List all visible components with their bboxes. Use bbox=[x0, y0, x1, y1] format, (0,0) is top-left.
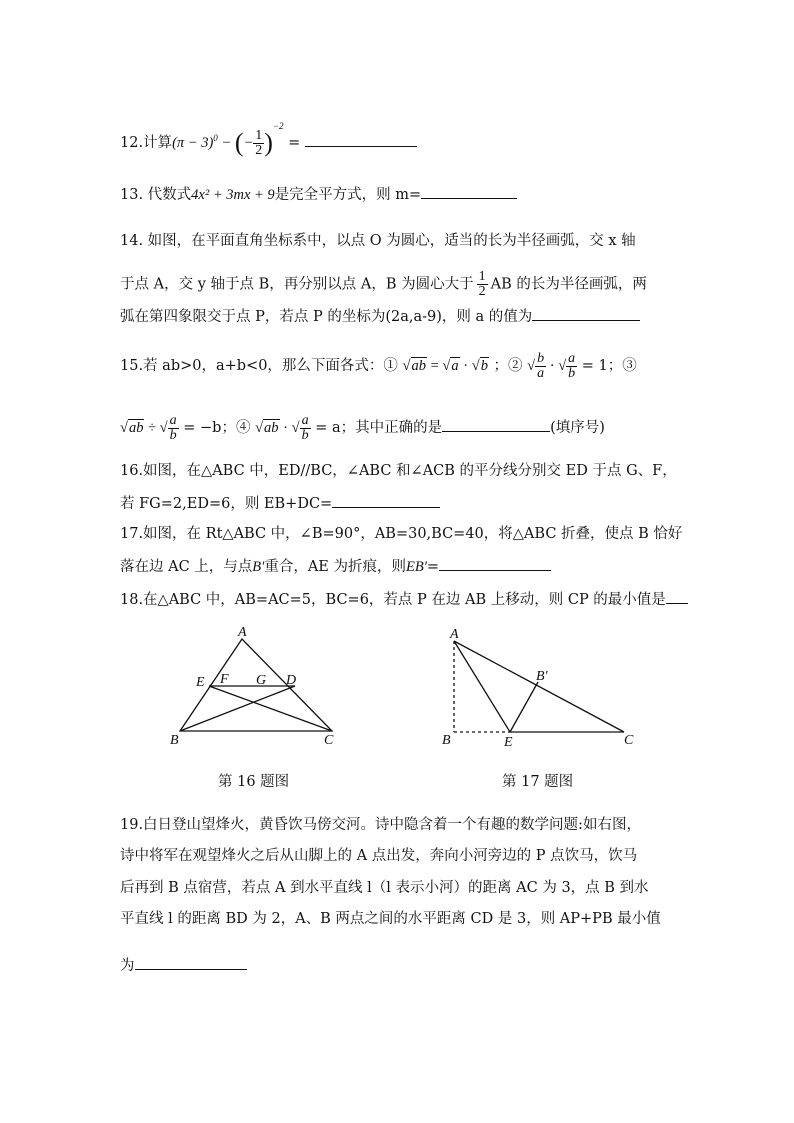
fig17-caption: 第 17 题图 bbox=[502, 774, 574, 790]
q12-answer-blank bbox=[305, 132, 417, 147]
fig16-bisector-ce bbox=[209, 686, 332, 731]
q19-answer-blank bbox=[135, 955, 247, 970]
fig16-label-d: D bbox=[286, 673, 297, 688]
q12-left-paren: ( bbox=[234, 128, 244, 157]
q17-line1: 17.如图，在 Rt△ABC 中，∠B=90°，AB=30,BC=40，将△ABC 折叠，使点 B 恰好 bbox=[120, 526, 683, 542]
figure-17 bbox=[438, 622, 638, 752]
q17-line2b: 重合，AE 为折痕，则 bbox=[264, 559, 406, 575]
fig17-fold-ae bbox=[454, 641, 510, 732]
fig17-label-b1: B′ bbox=[536, 669, 548, 684]
fig17-segment-ac bbox=[454, 641, 624, 732]
fig16-label-a: A bbox=[238, 625, 247, 640]
q18-line bbox=[120, 589, 688, 610]
q15-answer-blank bbox=[442, 417, 550, 432]
q14-line2b: AB 的长为半径画弧，两 bbox=[490, 276, 647, 293]
q15-formula3: √ab ÷ √ $\frac{a}{b}$ bbox=[120, 413, 177, 443]
fig16-label-f: F bbox=[220, 672, 229, 687]
fig16-caption: 第 16 题图 bbox=[218, 774, 290, 790]
q15-line2b: = a；其中正确的是 bbox=[315, 419, 443, 436]
q12-exponent: −2 bbox=[272, 121, 284, 131]
q17-segment-ebprime: EB′ bbox=[406, 559, 427, 575]
q17-point-b-prime: B′ bbox=[252, 559, 265, 575]
q15-formula1: √ab = √a · √b bbox=[402, 357, 488, 374]
fig17-label-b: B bbox=[442, 733, 451, 748]
q19-line3: 后再到 B 点宿营，若点 A 到水平直线 l（l 表示小河）的距离 AC 为 3，点 B 到水 bbox=[120, 880, 649, 896]
fig16-label-e: E bbox=[196, 675, 205, 690]
q18-text: 18.在△ABC 中，AB=AC=5，BC=6，若点 P 在边 AB 上移动，则 CP 的最小值是 bbox=[120, 592, 666, 608]
fig16-bisector-bd bbox=[180, 686, 295, 731]
q18-answer-blank bbox=[666, 589, 688, 604]
question-13 bbox=[120, 184, 517, 205]
fig16-label-b: B bbox=[170, 733, 179, 748]
q15-formula2: √ $\frac{b}{a}$ · √ $\frac{a}{b}$ bbox=[527, 351, 576, 381]
fig17-label-c: C bbox=[624, 733, 634, 748]
q17-answer-blank bbox=[439, 556, 551, 571]
q14-line2 bbox=[120, 270, 647, 299]
q15-line2a: = −b；④ bbox=[183, 419, 251, 436]
q13-expression: 4x² + 3mx + 9 bbox=[191, 187, 275, 203]
q16-line1: 16.如图，在△ABC 中，ED//BC，∠ABC 和∠ACB 的平分线分别交 ED 于点 G、F， bbox=[120, 463, 677, 479]
q15-line2c: (填序号) bbox=[550, 419, 605, 436]
q17-line2c: = bbox=[426, 559, 440, 575]
fig17-label-a: A bbox=[450, 627, 459, 642]
q19-line5 bbox=[120, 955, 247, 976]
q19-line5-text: 为 bbox=[120, 958, 135, 974]
q15-line1 bbox=[120, 352, 637, 381]
q15-line2 bbox=[120, 414, 605, 443]
fig16-label-g: G bbox=[256, 673, 267, 688]
q12-fraction: $\frac{1}{2}$ bbox=[255, 127, 263, 158]
figure-16 bbox=[160, 622, 350, 752]
fig17-segment-eb1 bbox=[510, 682, 538, 732]
q13-suffix: 是完全平方式，则 m= bbox=[274, 187, 422, 203]
q13-prefix: 13. 代数式 bbox=[120, 187, 192, 203]
q14-line1: 14. 如图，在平面直角坐标系中，以点 O 为圆心，适当的长为半径画弧，交 x 轴 bbox=[120, 233, 636, 249]
q14-line3-text: 弧在第四象限交于点 P，若点 P 的坐标为(2a,a-9)，则 a 的值为 bbox=[120, 309, 533, 325]
q12-right-paren: ) bbox=[264, 128, 273, 157]
q15-line1b: ；② bbox=[493, 357, 523, 374]
fig16-label-c: C bbox=[324, 733, 334, 748]
q16-line2 bbox=[120, 493, 440, 514]
q16-answer-blank bbox=[332, 493, 440, 508]
q19-line4: 平直线 l 的距离 BD 为 2，A、B 两点之间的水平距离 CD 是 3，则 AP+PB 最小值 bbox=[120, 911, 661, 927]
q12-prefix: 12.计算 bbox=[120, 135, 173, 151]
question-12 bbox=[120, 116, 417, 158]
q14-line3 bbox=[120, 306, 640, 327]
q12-equals: = bbox=[288, 135, 301, 151]
q15-formula4: √ab · √ $\frac{a}{b}$ bbox=[255, 413, 309, 443]
q12-expr-part1: $(\pi - 3)^0$ − bbox=[172, 133, 235, 151]
q13-answer-blank bbox=[421, 184, 517, 199]
q14-answer-blank bbox=[532, 306, 640, 321]
q12-minus: − bbox=[243, 135, 254, 151]
q17-line2 bbox=[120, 556, 551, 577]
q19-line2: 诗中将军在观望烽火之后从山脚上的 A 点出发，奔向小河旁边的 P 点饮马，饮马 bbox=[120, 848, 638, 864]
q14-half-fraction: $\frac{1}{2}$ bbox=[478, 269, 486, 299]
fig17-label-e: E bbox=[504, 735, 513, 750]
q16-line2-text: 若 FG=2,ED=6，则 EB+DC= bbox=[120, 496, 333, 512]
q15-line1c: = 1；③ bbox=[581, 357, 637, 374]
q17-line2a: 落在边 AC 上，与点 bbox=[120, 559, 253, 575]
q19-line1: 19.白日登山望烽火，黄昏饮马傍交河。诗中隐含着一个有趣的数学问题:如右图， bbox=[120, 817, 641, 833]
q15-line1a: 15.若 ab>0，a+b<0，那么下面各式：① bbox=[120, 357, 398, 374]
q14-line2a: 于点 A，交 y 轴于点 B，再分别以点 A，B 为圆心大于 bbox=[120, 276, 474, 293]
